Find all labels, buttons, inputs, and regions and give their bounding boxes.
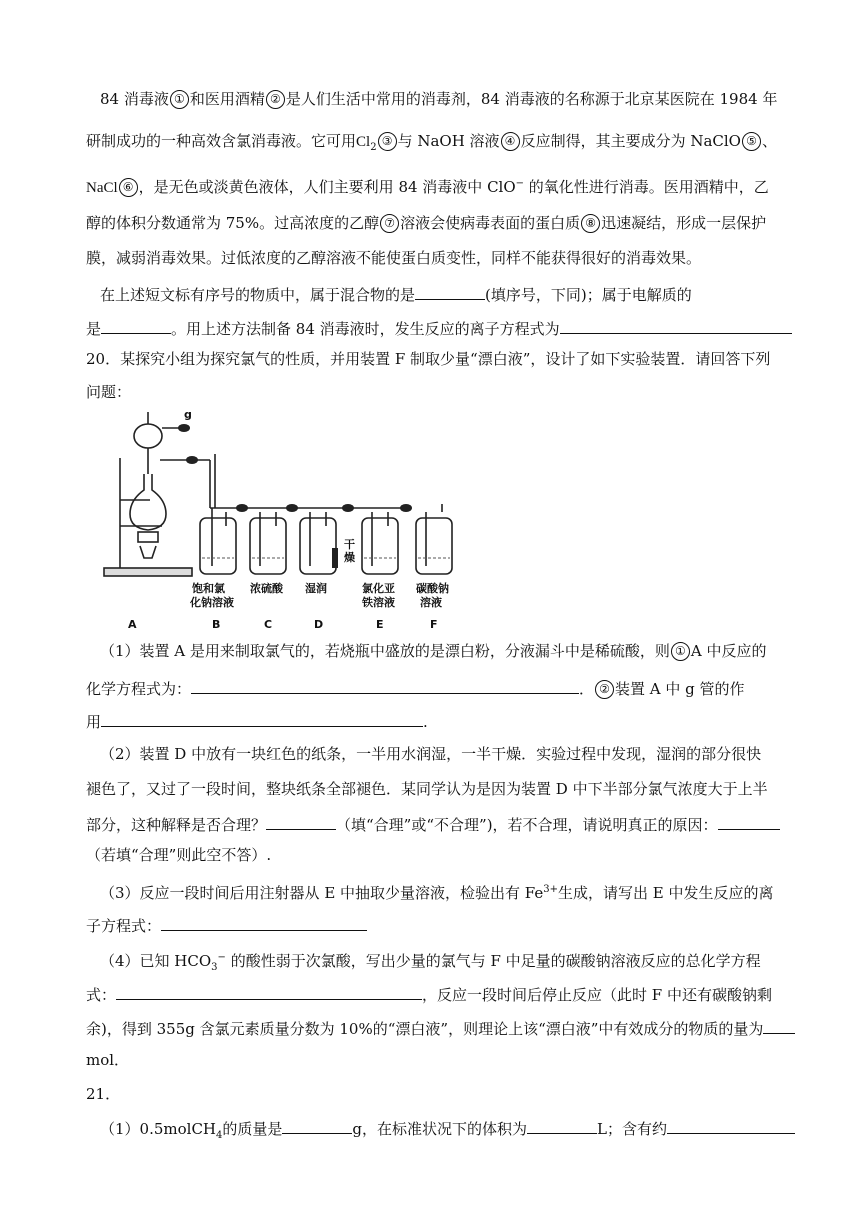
answer-blank-reasonable[interactable] bbox=[266, 813, 336, 830]
circle-number-8: ⑧ bbox=[581, 214, 600, 233]
q20-s4-line-1: （4）已知 $HCO_3^-$ 的酸性弱于次氯酸，写出少量的氯气与 F 中足量的碳酸钠溶液反应的总化学方程 bbox=[100, 952, 761, 973]
q20-s2-line-1: （2）装置 D 中放有一块红色的纸条，一半用水润湿，一半干燥．实验过程中发现，湿润的部分很快 bbox=[100, 745, 762, 763]
q20-s1-line-2: 化学方程式为： ． ② 装置 A 中 g 管的作 bbox=[86, 677, 745, 699]
chem-cl: Cl bbox=[356, 134, 371, 150]
bottle-B-name-1: 饱和氯 bbox=[192, 582, 225, 595]
apparatus-label-E: E bbox=[376, 618, 384, 631]
answer-blank-equation-F[interactable] bbox=[116, 983, 422, 1000]
bottle-C-name: 浓硫酸 bbox=[250, 582, 283, 595]
apparatus-label-C: C bbox=[264, 618, 273, 631]
q20-s3-line-2: 子方程式： bbox=[86, 914, 367, 936]
q20-s2-line-3: 部分，这种解释是否合理？ （填“合理”或“不合理”)，若不合理，请说明真正的原因： bbox=[86, 813, 780, 835]
answer-blank-g-tube[interactable] bbox=[101, 710, 423, 727]
circle-number-5: ⑤ bbox=[742, 132, 761, 151]
p19-line-1: 84 消毒液 ① 和医用酒精 ② 是人们生活中常用的消毒剂，84 消毒液的名称源于北京某医院在 1984 年 bbox=[100, 90, 778, 108]
circle-number-1: ① bbox=[671, 642, 690, 661]
bottle-D-name: 湿润 bbox=[305, 582, 327, 595]
label-g: g bbox=[184, 408, 192, 421]
q20-s4-line-3: 余)，得到 355g 含氯元素质量分数为 10%的“漂白液”，则理论上该“漂白液”中有效成分的物质的量为 bbox=[86, 1017, 795, 1039]
answer-blank-ionic-E[interactable] bbox=[161, 914, 367, 931]
p19-line-4: 醇的体积分数通常为 75%。过高浓度的乙醇 ⑦ 溶液会使病毒表面的蛋白质 ⑧ 迅速凝结，形成一层保护 bbox=[86, 214, 767, 232]
q20-intro-line-1: 20．某探究小组为探究氯气的性质，并用装置 F 制取少量“漂白液”，设计了如下实验装置．请回答下列 bbox=[86, 350, 771, 368]
apparatus-label-A: A bbox=[128, 618, 137, 631]
q20-s4-line-2: 式： ，反应一段时间后停止反应（此时 F 中还有碳酸钠剩 bbox=[86, 983, 772, 1005]
q20-s1-line-3: 用 . bbox=[86, 710, 428, 732]
circle-number-2: ② bbox=[595, 680, 614, 699]
answer-blank-ionic-equation[interactable] bbox=[560, 317, 792, 334]
label-dry-2: 燥 bbox=[344, 551, 355, 564]
bottle-E-name-2: 铁溶液 bbox=[362, 596, 395, 609]
q20-s2-line-2: 褪色了，又过了一段时间，整块纸条全部褪色．某同学认为是因为装置 D 中下半部分氯气浓度大于上半 bbox=[86, 780, 768, 798]
p19-line-2: 研制成功的一种高效含氯消毒液。它可用$Cl_2$ ③ 与 NaOH 溶液 ④ 反应制得，其主要成分为 NaClO ⑤ 、 bbox=[86, 132, 777, 153]
circle-number-3: ③ bbox=[378, 132, 397, 151]
answer-blank-count[interactable] bbox=[667, 1117, 795, 1134]
answer-blank-moles[interactable] bbox=[763, 1017, 795, 1034]
label-dry-1: 干 bbox=[344, 538, 355, 551]
q20-s2-line-4: （若填“合理”则此空不答）. bbox=[86, 846, 272, 864]
answer-blank-mass[interactable] bbox=[282, 1117, 352, 1134]
apparatus-diagram bbox=[100, 408, 480, 638]
answer-blank-reason[interactable] bbox=[718, 813, 780, 830]
bottle-F-name-1: 碳酸钠 bbox=[416, 582, 449, 595]
bottle-B-name-2: 化钠溶液 bbox=[190, 596, 234, 609]
answer-blank-volume[interactable] bbox=[527, 1117, 597, 1134]
circle-number-7: ⑦ bbox=[380, 214, 399, 233]
bottle-E-name-1: 氯化亚 bbox=[362, 582, 395, 595]
apparatus-label-F: F bbox=[430, 618, 438, 631]
p19-line-5: 膜，减弱消毒效果。过低浓度的乙醇溶液不能使蛋白质变性，同样不能获得很好的消毒效果。 bbox=[86, 249, 702, 267]
circle-number-4: ④ bbox=[501, 132, 520, 151]
apparatus-label-B: B bbox=[212, 618, 221, 631]
circle-number-2: ② bbox=[266, 90, 285, 109]
apparatus-figure bbox=[100, 408, 480, 638]
q21-number: 21． bbox=[86, 1085, 121, 1103]
q20-s1-line-1: （1）装置 A 是用来制取氯气的，若烧瓶中盛放的是漂白粉，分液漏斗中是稀硫酸，则 ① A 中反应的 bbox=[100, 642, 767, 660]
q20-intro-line-2: 问题： bbox=[86, 383, 132, 401]
bottle-F-name-2: 溶液 bbox=[420, 596, 442, 609]
answer-blank-electrolyte[interactable] bbox=[101, 317, 171, 334]
apparatus-label-D: D bbox=[314, 618, 324, 631]
circle-number-1: ① bbox=[170, 90, 189, 109]
q21-s1-line: （1）0.5molCH$_4$的质量是 g，在标准状况下的体积为 L；含有约 bbox=[100, 1117, 795, 1146]
circle-number-6: ⑥ bbox=[119, 178, 138, 197]
answer-blank-equation-A[interactable] bbox=[191, 677, 579, 694]
p19-line-7: 是 。用上述方法制备 84 消毒液时，发生反应的离子方程式为 bbox=[86, 317, 792, 339]
q20-s3-line-1: （3）反应一段时间后用注射器从 E 中抽取少量溶液，检验出有 $Fe^{3+}$生成，请写出 E 中发生反应的离 bbox=[100, 884, 774, 902]
q20-s4-line-4: mol． bbox=[86, 1051, 130, 1069]
p19-line-6: 在上述短文标有序号的物质中，属于混合物的是 (填序号，下同)；属于电解质的 bbox=[100, 283, 692, 305]
p19-line-3: NaCl ⑥ ，是无色或淡黄色液体，人们主要利用 84 消毒液中 ClO− 的氧化性进行消毒。医用酒精中，乙 bbox=[86, 178, 769, 196]
answer-blank-mixture[interactable] bbox=[415, 283, 485, 300]
